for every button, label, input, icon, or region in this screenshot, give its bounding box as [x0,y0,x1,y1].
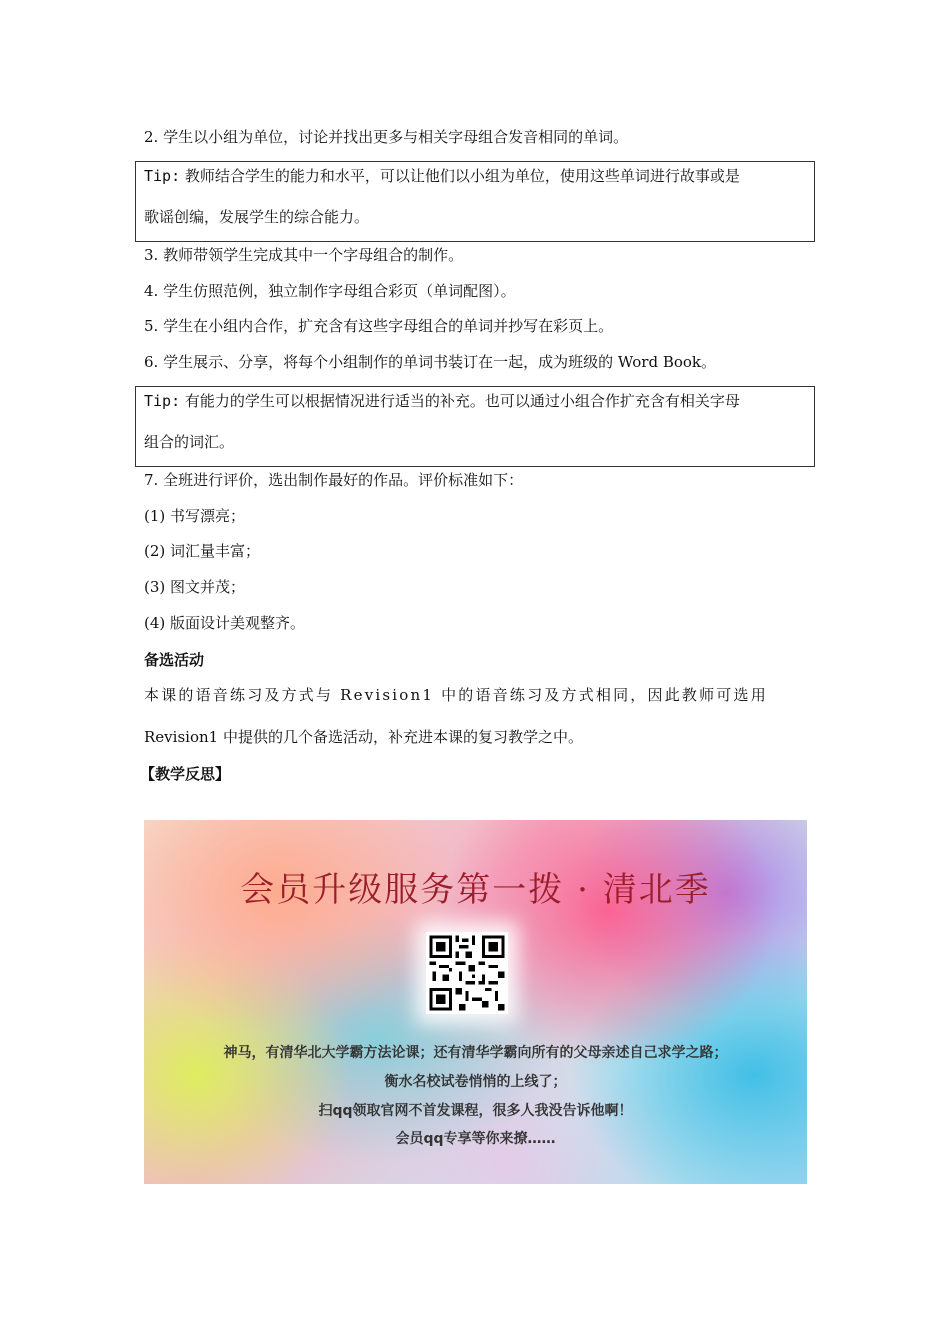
alt-activity-line-1: 本课的语音练习及方式与 Revision1 中的语音练习及方式相同，因此教师可选用 [144,686,768,704]
tip-2-line-1 [144,391,740,411]
step-3: 3. 教师带领学生完成其中一个字母组合的制作。 [144,246,464,264]
banner-title: 会员升级服务第一拨 · 清北季 [240,870,711,910]
banner-line-1: 神马，有清华北大学霸方法论课；还有清华学霸向所有的父母亲述自己求学之路； [223,1045,728,1061]
tip-1-line-1 [144,166,740,186]
tip-2-label: Tip: [144,392,181,410]
membership-banner[interactable] [144,820,807,1184]
tip-2-text-1: 有能力的学生可以根据情况进行适当的补充。也可以通过小组合作扩充含有相关字母 [184,392,740,410]
tip-box-1 [135,161,815,242]
banner-line-2: 衡水名校试卷悄悄的上线了； [384,1074,567,1090]
tip-1-line-2: 歌谣创编，发展学生的综合能力。 [144,208,370,226]
step-7: 7. 全班进行评价，选出制作最好的作品。评价标准如下： [144,471,524,489]
criterion-2: (2) 词汇量丰富； [144,542,261,560]
tip-2-line-2: 组合的词汇。 [144,433,235,451]
banner-line-3: 扫qq领取官网不首发课程，很多人我没告诉他啊！ [318,1103,633,1119]
alt-activity-heading: 备选活动 [144,651,205,669]
step-6: 6. 学生展示、分享，将每个小组制作的单词书装订在一起，成为班级的 Word Book。 [144,353,716,371]
tip-box-2 [135,386,815,467]
criterion-3: (3) 图文并茂； [144,578,246,596]
step-5: 5. 学生在小组内合作，扩充含有这些字母组合的单词并抄写在彩页上。 [144,317,614,335]
reflection-heading: 【教学反思】 [140,765,231,783]
banner-line-4: 会员qq专享等你来撩…… [395,1131,556,1147]
qr-code-icon[interactable] [426,932,508,1014]
step-4: 4. 学生仿照范例，独立制作字母组合彩页（单词配图）。 [144,282,516,300]
tip-1-text-1: 教师结合学生的能力和水平，可以让他们以小组为单位，使用这些单词进行故事或是 [184,167,740,185]
step-2: 2. 学生以小组为单位，讨论并找出更多与相关字母组合发音相同的单词。 [144,128,629,146]
alt-activity-line-2: Revision1 中提供的几个备选活动，补充进本课的复习教学之中。 [144,728,583,746]
criterion-4: (4) 版面设计美观整齐。 [144,614,306,632]
criterion-1: (1) 书写漂亮； [144,507,246,525]
tip-1-label: Tip: [144,167,181,185]
